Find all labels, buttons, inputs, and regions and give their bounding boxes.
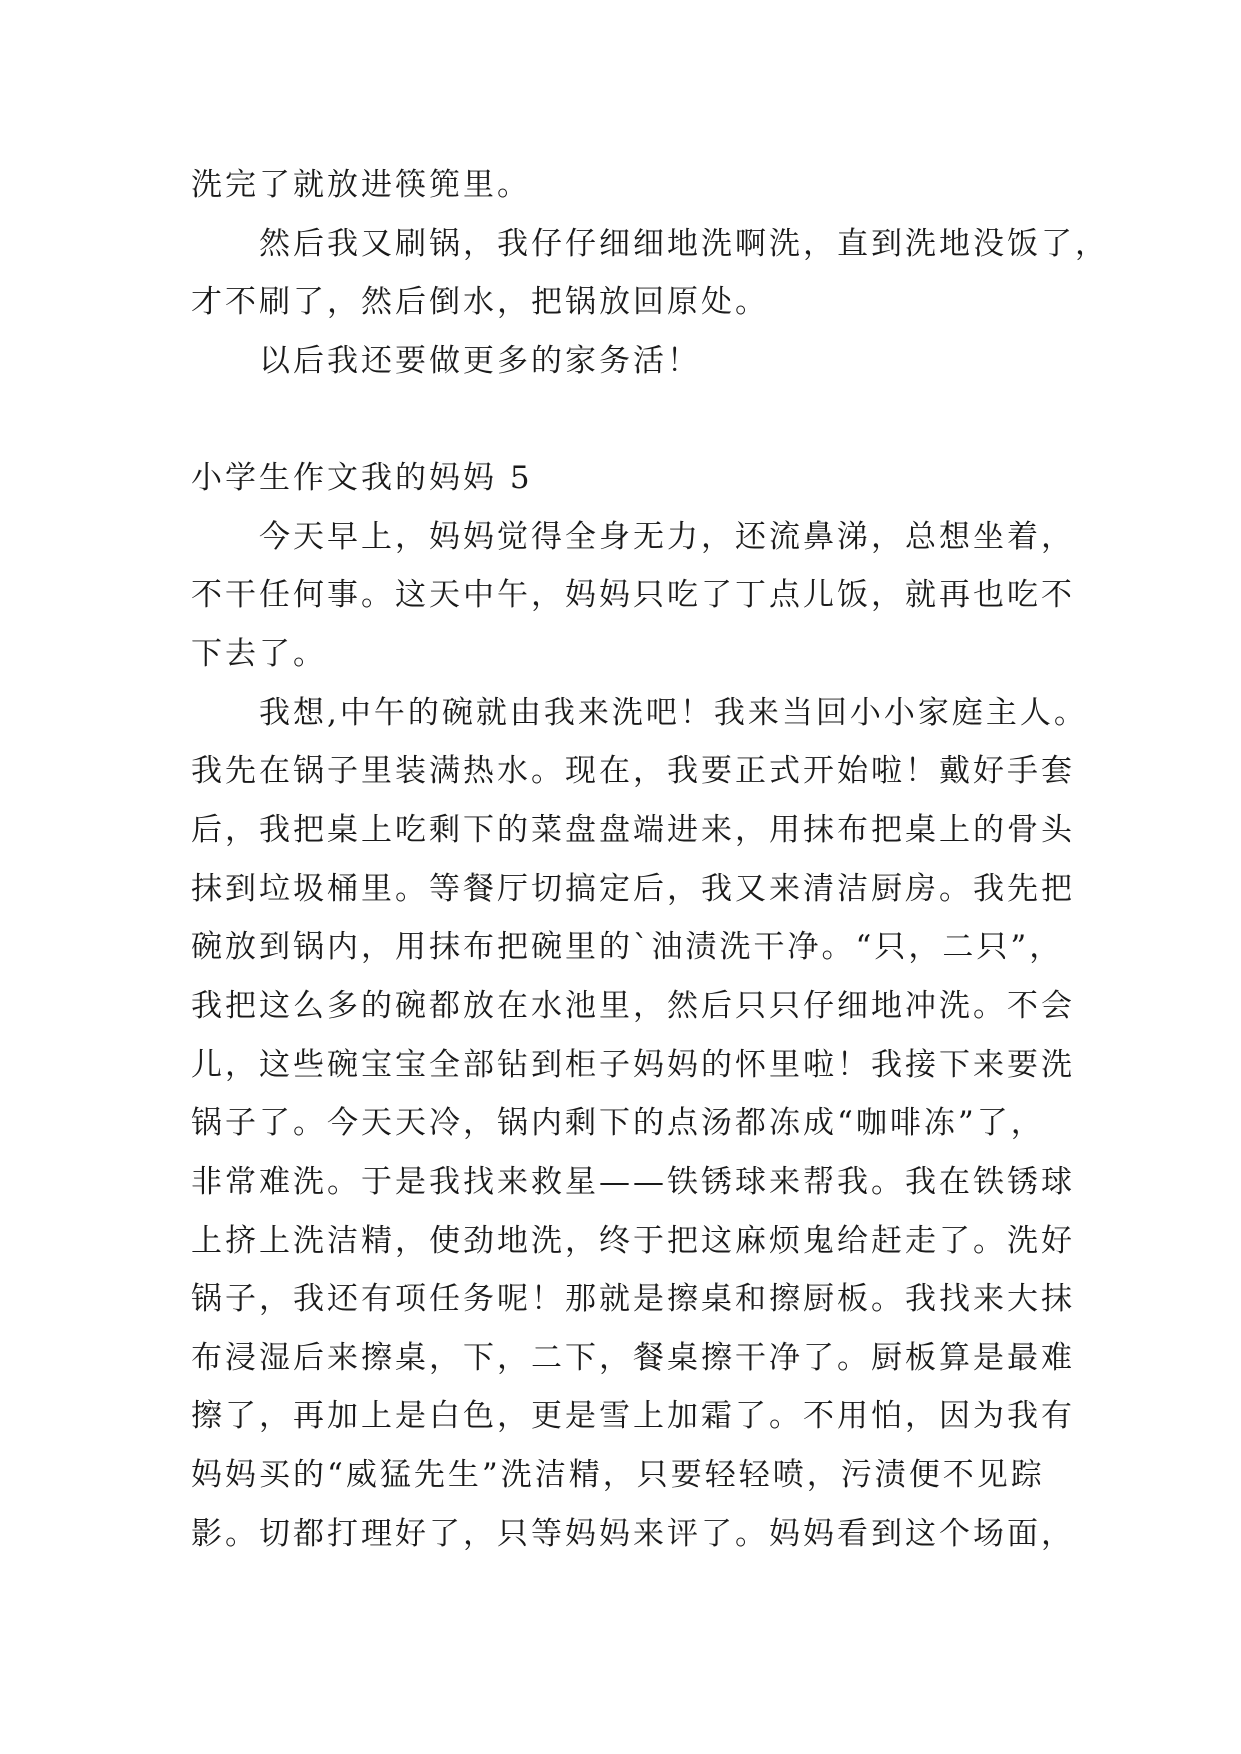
paragraph-line: 擦了，再加上是白色，更是雪上加霜了。不用怕，因为我有 — [191, 1398, 1075, 1435]
paragraph-line: 然后我又刷锅，我仔仔细细地洗啊洗，直到洗地没饭了， — [259, 225, 1109, 262]
paragraph-line: 妈妈买的“威猛先生”洗洁精，只要轻轻喷，污渍便不见踪 — [191, 1457, 1045, 1494]
paragraph-line: 抹到垃圾桶里。等餐厅切搞定后，我又来清洁厨房。我先把 — [191, 870, 1075, 907]
paragraph-line: 我把这么多的碗都放在水池里，然后只只仔细地冲洗。不会 — [191, 987, 1075, 1024]
paragraph-line: 锅子了。今天天冷，锅内剩下的点汤都冻成“咖啡冻”了， — [191, 1105, 1045, 1142]
paragraph-line: 今天早上，妈妈觉得全身无力，还流鼻涕，总想坐着， — [259, 518, 1075, 555]
paragraph-line: 不干任何事。这天中午，妈妈只吃了丁点儿饭，就再也吃不 — [191, 577, 1075, 614]
section-spacer — [191, 391, 1131, 450]
paragraph-line: 后，我把桌上吃剩下的菜盘盘端进来，用抹布把桌上的骨头 — [191, 812, 1075, 849]
paragraph-line: 洗完了就放进筷篼里。 — [191, 167, 531, 203]
paragraph — [191, 215, 1131, 332]
paragraph — [191, 684, 1131, 1564]
paragraph-line: 碗放到锅内，用抹布把碗里的`油渍洗干净。“只，二只”， — [191, 929, 1064, 966]
paragraph-line: 布浸湿后来擦桌，下，二下，餐桌擦干净了。厨板算是最难 — [191, 1339, 1075, 1376]
essay-title: 小学生作文我的妈妈 5 — [191, 460, 533, 497]
paragraph-line: 我想,中午的碗就由我来洗吧！我来当回小小家庭主人。 — [259, 694, 1088, 731]
paragraph-line: 才不刷了，然后倒水，把锅放回原处。 — [191, 284, 769, 321]
paragraph — [191, 156, 1131, 215]
paragraph-line: 我先在锅子里装满热水。现在，我要正式开始啦！戴好手套 — [191, 753, 1075, 790]
document-body — [191, 156, 1131, 1563]
paragraph-line: 锅子，我还有项任务呢！那就是擦桌和擦厨板。我找来大抹 — [191, 1281, 1075, 1318]
paragraph-line: 影。切都打理好了，只等妈妈来评了。妈妈看到这个场面， — [191, 1515, 1075, 1552]
paragraph-line: 非常难洗。于是我找来救星——铁锈球来帮我。我在铁锈球 — [191, 1163, 1075, 1200]
paragraph-line: 上挤上洗洁精，使劲地洗，终于把这麻烦鬼给赶走了。洗好 — [191, 1222, 1075, 1259]
paragraph — [191, 332, 1131, 391]
paragraph-line: 儿，这些碗宝宝全部钻到柜子妈妈的怀里啦！我接下来要洗 — [191, 1046, 1075, 1083]
paragraph — [191, 508, 1131, 684]
paragraph-line: 以后我还要做更多的家务活！ — [259, 342, 701, 379]
paragraph-line: 下去了。 — [191, 636, 327, 673]
